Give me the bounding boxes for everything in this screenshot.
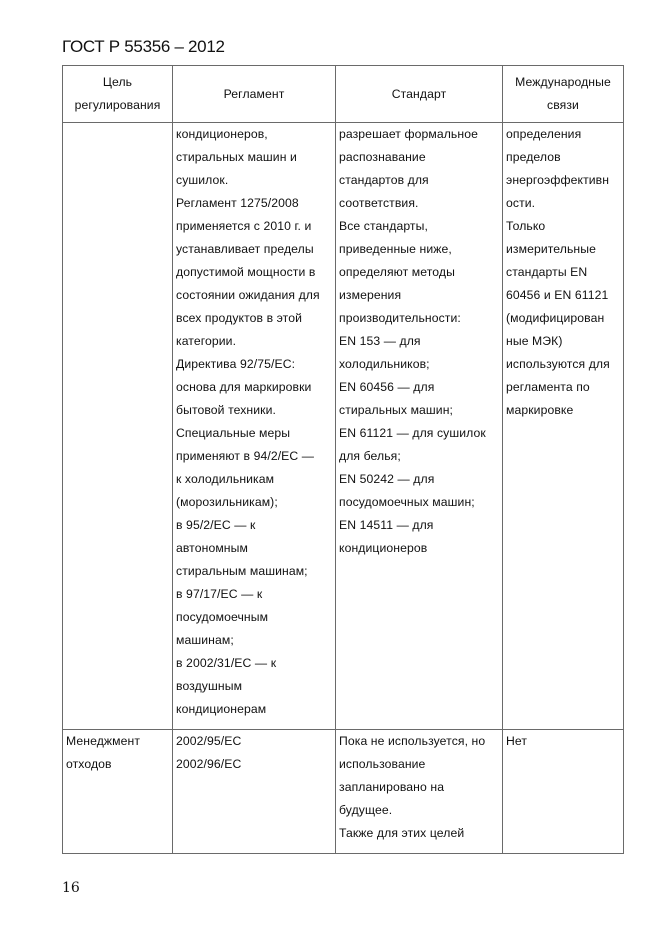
cell-text-line: посудомоечных машин;: [339, 495, 475, 509]
cell-text-line: для белья;: [339, 449, 401, 463]
cell-text-line: холодильников;: [339, 357, 430, 371]
cell-text-line: кондиционеров,: [176, 127, 268, 141]
cell-text-line: (морозильникам);: [176, 495, 278, 509]
cell-text-line: бытовой техники.: [176, 403, 276, 417]
cell-text-line: стиральных машин;: [339, 403, 454, 417]
cell-text-line: 2002/96/ЕС: [176, 757, 242, 771]
cell-text-line: EN 153 — для: [339, 334, 421, 348]
cell-text-line: Также для этих целей: [339, 826, 465, 840]
cell-text-line: 2002/95/ЕС: [176, 734, 242, 748]
cell-text-line: определения: [506, 127, 582, 141]
cell-regulation: [173, 123, 336, 730]
cell-text-line: Специальные меры: [176, 426, 291, 440]
cell-text-line: распознавание: [339, 150, 426, 164]
cell-text-line: устанавливает пределы: [176, 242, 314, 256]
cell-text-line: измерительные: [506, 242, 596, 256]
cell-regulation: [173, 730, 336, 854]
cell-text-line: в 2002/31/ЕС — к: [176, 656, 277, 670]
cell-standard: [336, 730, 503, 854]
column-header-international: Международные связи: [503, 66, 624, 123]
cell-text-line: (модифицирован: [506, 311, 605, 325]
cell-text-line: будущее.: [339, 803, 393, 817]
cell-text-line: пределов: [506, 150, 561, 164]
cell-text-line: автономным: [176, 541, 248, 555]
cell-text-line: используются для: [506, 357, 610, 371]
cell-text-line: EN 61121 — для сушилок: [339, 426, 486, 440]
cell-text-line: воздушным: [176, 679, 243, 693]
cell-text-line: энергоэффективн: [506, 173, 610, 187]
cell-goal: [63, 730, 173, 854]
cell-text-line: стиральным машинам;: [176, 564, 308, 578]
cell-text-line: ости.: [506, 196, 536, 210]
cell-text-line: Директива 92/75/ЕС:: [176, 357, 296, 371]
cell-text-line: применяется с 2010 г. и: [176, 219, 312, 233]
cell-text-line: сушилок.: [176, 173, 229, 187]
table-row: [63, 123, 624, 730]
cell-text-line: стандарты EN: [506, 265, 588, 279]
cell-goal: [63, 123, 173, 730]
cell-text-line: Регламент 1275/2008: [176, 196, 299, 210]
regulation-table: [62, 65, 624, 854]
cell-text-line: ные МЭК): [506, 334, 563, 348]
cell-text-line: в 97/17/ЕС — к: [176, 587, 263, 601]
cell-text-line: использование: [339, 757, 426, 771]
cell-text-line: основа для маркировки: [176, 380, 312, 394]
table-header-row: [63, 66, 624, 123]
cell-text-line: приведенные ниже,: [339, 242, 452, 256]
cell-text-line: разрешает формальное: [339, 127, 478, 141]
cell-text-line: отходов: [66, 757, 112, 771]
cell-text-line: Нет: [506, 734, 528, 748]
cell-text-line: запланировано на: [339, 780, 445, 794]
cell-text-line: Только: [506, 219, 546, 233]
cell-text-line: посудомоечным: [176, 610, 269, 624]
cell-text-line: стиральных машин и: [176, 150, 297, 164]
cell-text-line: применяют в 94/2/ЕС —: [176, 449, 315, 463]
cell-text-line: измерения: [339, 288, 402, 302]
column-header-goal: Цель регулирования: [63, 66, 173, 123]
cell-text-line: Все стандарты,: [339, 219, 428, 233]
cell-text-line: 60456 и EN 61121: [506, 288, 609, 302]
cell-text-line: маркировке: [506, 403, 574, 417]
cell-text-line: регламента по: [506, 380, 590, 394]
cell-standard: [336, 123, 503, 730]
column-header-regulation: Регламент: [173, 66, 336, 123]
cell-text-line: стандартов для: [339, 173, 429, 187]
cell-text-line: Менеджмент: [66, 734, 141, 748]
cell-text-line: EN 50242 — для: [339, 472, 435, 486]
cell-text-line: производительности:: [339, 311, 461, 325]
column-header-standard: Стандарт: [336, 66, 503, 123]
cell-text-line: к холодильникам: [176, 472, 275, 486]
cell-text-line: машинам;: [176, 633, 234, 647]
cell-text-line: допустимой мощности в: [176, 265, 316, 279]
cell-text-line: категории.: [176, 334, 237, 348]
cell-text-line: кондиционерам: [176, 702, 267, 716]
cell-text-line: соответствия.: [339, 196, 419, 210]
table-row: [63, 730, 624, 854]
cell-text-line: состоянии ожидания для: [176, 288, 320, 302]
cell-text-line: кондиционеров: [339, 541, 428, 555]
document-title: ГОСТ Р 55356 – 2012: [62, 37, 225, 56]
cell-text-line: всех продуктов в этой: [176, 311, 303, 325]
cell-text-line: в 95/2/ЕС — к: [176, 518, 256, 532]
cell-international: [503, 730, 624, 854]
cell-international: [503, 123, 624, 730]
cell-text-line: EN 60456 — для: [339, 380, 435, 394]
page-number: 16: [62, 880, 80, 896]
cell-text-line: EN 14511 — для: [339, 518, 434, 532]
cell-text-line: Пока не используется, но: [339, 734, 486, 748]
cell-text-line: определяют методы: [339, 265, 455, 279]
